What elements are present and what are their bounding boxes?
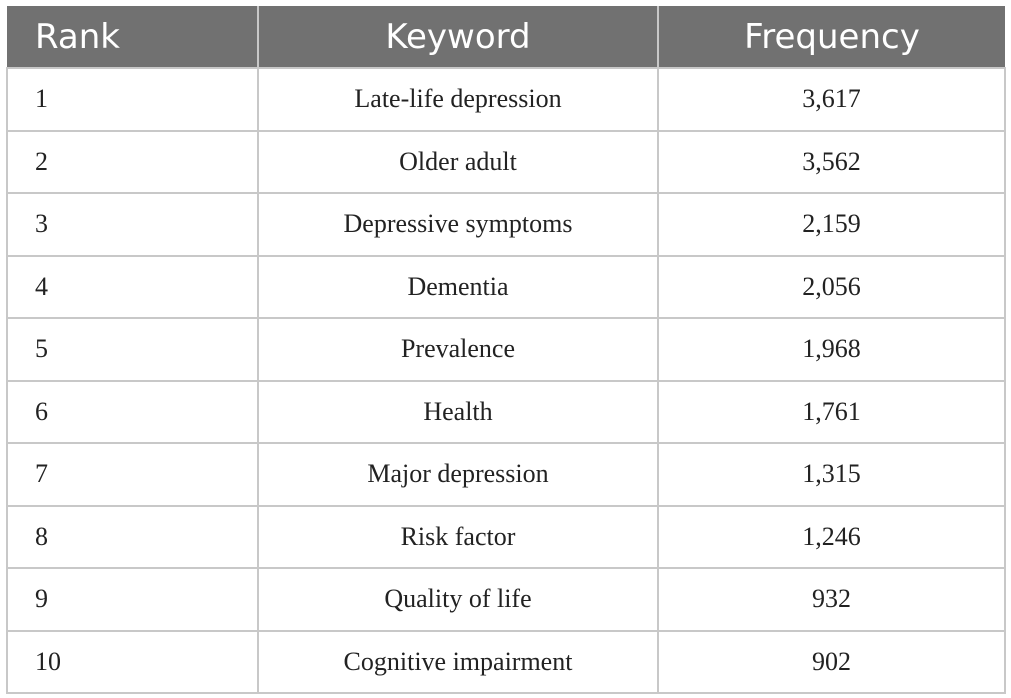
- keyword-frequency-table: [6, 6, 1006, 694]
- table-row: [7, 443, 1005, 506]
- table-row: [7, 318, 1005, 381]
- rank-column-header: Rank: [7, 6, 258, 68]
- frequency-cell: 932: [658, 568, 1005, 631]
- table-body: [7, 68, 1005, 693]
- frequency-cell: 1,315: [658, 443, 1005, 506]
- frequency-cell: 1,968: [658, 318, 1005, 381]
- rank-cell: 4: [7, 256, 258, 319]
- rank-cell: 9: [7, 568, 258, 631]
- table-row: [7, 256, 1005, 319]
- frequency-cell: 1,246: [658, 506, 1005, 569]
- frequency-cell: 3,617: [658, 68, 1005, 131]
- table-header: [7, 6, 1005, 68]
- rank-cell: 1: [7, 68, 258, 131]
- keyword-cell: Depressive symptoms: [258, 193, 658, 256]
- table-row: [7, 568, 1005, 631]
- keyword-cell: Prevalence: [258, 318, 658, 381]
- frequency-cell: 1,761: [658, 381, 1005, 444]
- keyword-cell: Health: [258, 381, 658, 444]
- keyword-cell: Dementia: [258, 256, 658, 319]
- frequency-cell: 2,056: [658, 256, 1005, 319]
- frequency-cell: 902: [658, 631, 1005, 694]
- keyword-cell: Late-life depression: [258, 68, 658, 131]
- table-row: [7, 131, 1005, 194]
- rank-cell: 3: [7, 193, 258, 256]
- frequency-cell: 2,159: [658, 193, 1005, 256]
- table-row: [7, 68, 1005, 131]
- rank-cell: 8: [7, 506, 258, 569]
- frequency-column-header: Frequency: [658, 6, 1005, 68]
- keyword-cell: Risk factor: [258, 506, 658, 569]
- frequency-cell: 3,562: [658, 131, 1005, 194]
- keyword-column-header: Keyword: [258, 6, 658, 68]
- keyword-cell: Older adult: [258, 131, 658, 194]
- rank-cell: 10: [7, 631, 258, 694]
- rank-cell: 5: [7, 318, 258, 381]
- rank-cell: 6: [7, 381, 258, 444]
- keyword-cell: Quality of life: [258, 568, 658, 631]
- table-row: [7, 506, 1005, 569]
- keyword-cell: Cognitive impairment: [258, 631, 658, 694]
- table-row: [7, 193, 1005, 256]
- rank-cell: 7: [7, 443, 258, 506]
- keyword-cell: Major depression: [258, 443, 658, 506]
- header-row: [7, 6, 1005, 68]
- table-row: [7, 381, 1005, 444]
- rank-cell: 2: [7, 131, 258, 194]
- table-row: [7, 631, 1005, 694]
